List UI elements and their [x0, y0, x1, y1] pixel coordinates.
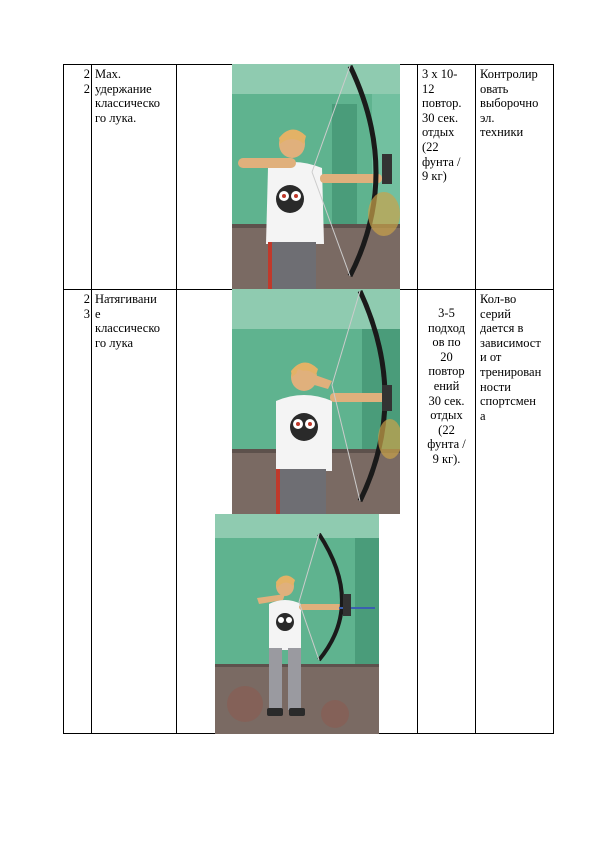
exercise-name: Натягивани е классическо го лука	[95, 292, 161, 350]
dosage-text: 3-5 подход ов по 20 повтор ений 30 сек. отдых (22 фунта / 9 кг).	[427, 306, 466, 466]
archer-holding-photo	[232, 64, 400, 289]
row-number: 2 3	[83, 292, 90, 321]
archer-full-body-photo	[215, 514, 379, 734]
dosage-text: 3 х 10- 12 повтор. 30 сек. отдых (22 фунта / 9 кг)	[422, 67, 462, 184]
col-border-2	[176, 64, 177, 734]
col-border-0	[63, 64, 64, 734]
col-border-1	[91, 64, 92, 734]
archer-drawing-photo	[232, 289, 400, 514]
row-number: 2 2	[83, 67, 90, 96]
exercise-name: Max. удержание классическо го лука.	[95, 67, 161, 125]
notes-text: Контролир овать выборочно эл. техники	[480, 67, 539, 140]
col-border-5	[553, 64, 554, 734]
notes-text: Кол-во серий дается в зависимост и от тренирован ности спортсмен а	[480, 292, 542, 423]
